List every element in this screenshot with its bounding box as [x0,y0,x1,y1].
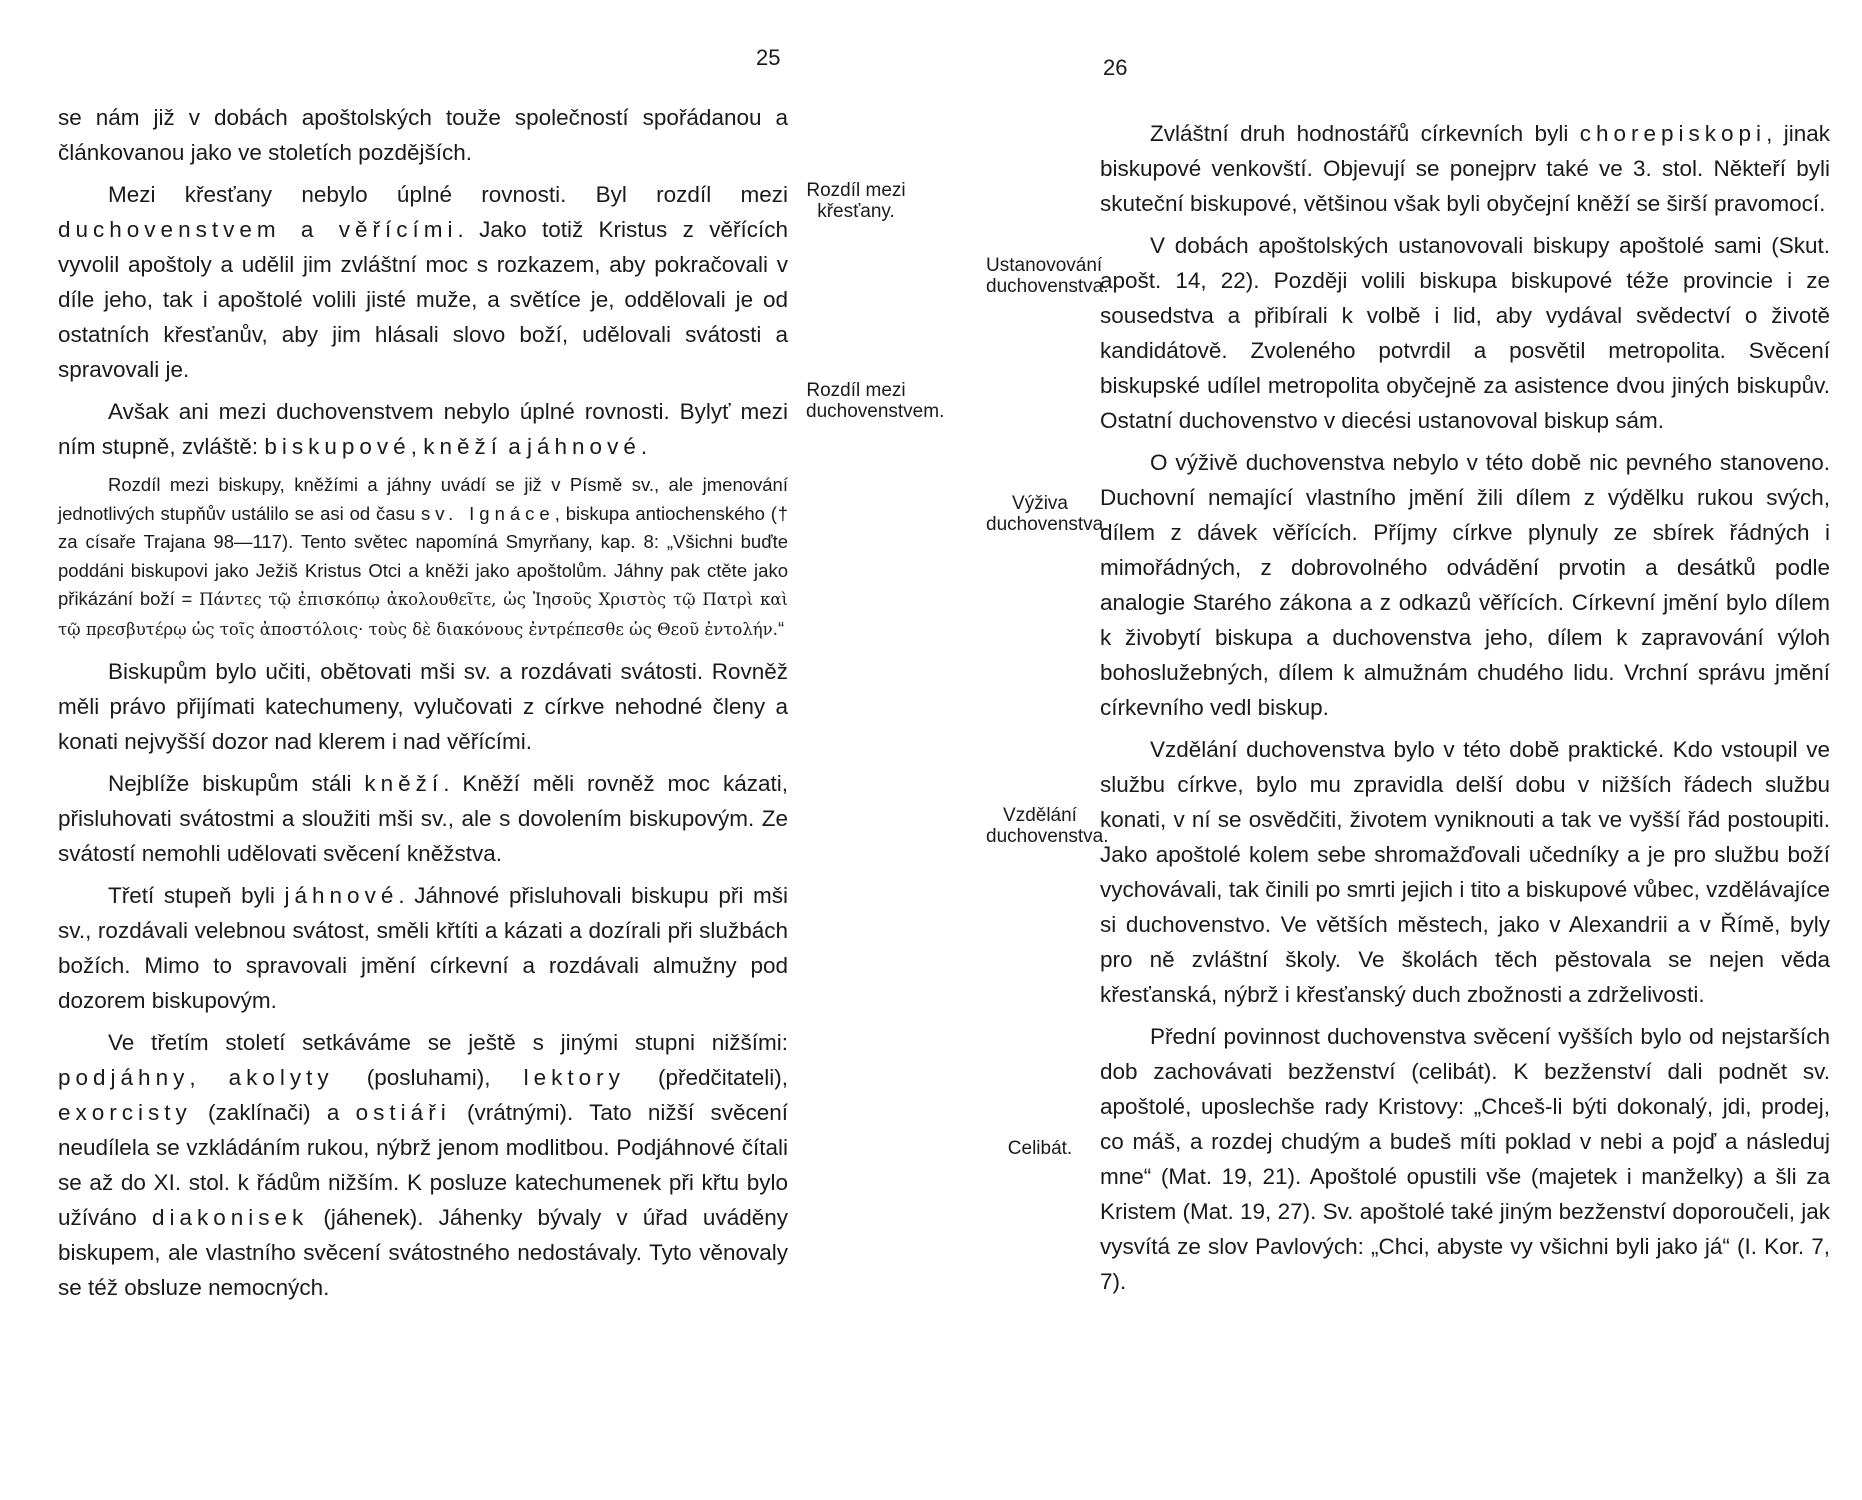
spaced-term: sv. Ignáce [421,502,555,524]
spaced-term: exorcisty [58,1100,192,1125]
text-run: . Kněží měli rovněž moc kázati, přisluhovati svátostmi a sloužiti mši sv., ale s dovolením biskupovým. Ze svátostí nemohli udělovati svěcení kněžstva. [58,771,788,866]
margin-note: Rozdíl mezi duchovenstvem. [806,380,945,422]
text-run: Zvláštní druh hodnostářů církevních byli [1150,121,1580,146]
spaced-term: akolyty [228,1065,334,1090]
text-run: Avšak ani mezi duchovenstvem nebylo úplné rovnosti. Bylyť mezi ním stupně, zvláště: [58,399,788,459]
spaced-term: biskupové [264,434,411,459]
margin-note: Rozdíl mezi křesťany. [806,180,906,222]
text-run: . Jáhnové přisluhovali biskupu při mši sv., rozdávali velebnou svátost, směli křtíti a kázati a dozírali při službách božích. Mimo to spravovali jmění církevní a rozdávali almužny pod dozorem biskupovým. [58,883,788,1013]
greek-quote: Πάντες τῷ ἐπισκόπῳ ἀκολουθεῖτε, ὡς Ἰησοῦς Χριστὸς τῷ Πατρὶ καὶ τῷ πρεσβυτέρῳ ὡς τοῖς ἀποστόλοις· τοὺς δὲ διακόνους ἐντρέπεσθε ὡς Θεοῦ ἐντολήν. [58,590,788,639]
left-page-text [58,100,788,1312]
spaced-term: podjáhny [58,1065,190,1090]
paragraph: Přední povinnost duchovenstva svěcení vyšších bylo od nejstarších dob zachovávati bezženství (celibát). K bezženství dali podnět sv. apoštolé, uposlechše rady Kristovy: „Chceš-li býti dokonalý, jdi, prodej, co máš, a rozdej chudým a budeš míti poklad v nebi a pojď a následuj mne“ (Mat. 19, 21). Apoštolé opustili vše (majetek i manželky) a šli za Kristem (Mat. 19, 27). Sv. apoštolé také jiným bezženství doporoučeli, jak vysvítá ze slov Pavlových: „Chci, abyste vy všichni byli jako já“ (I. Kor. 7, 7). [1100,1024,1830,1294]
margin-note: Vzdělání duchovenstva. [986,805,1109,847]
text-run: Ve třetím století setkáváme se ještě s jinými stupni nižšími: [108,1030,788,1055]
paragraph [58,766,788,871]
paragraph [1100,116,1830,221]
paragraph: Biskupům bylo učiti, obětovati mši sv. a rozdávati svátosti. Rovněž měli právo přijímati katechumeny, vylučovati z církve nehodné členy a konati nejvyšší dozor nad klerem i nad věřícími. [58,659,788,754]
text-run: Třetí stupeň byli [108,883,285,908]
text-run: , [410,434,424,459]
spaced-term: ostiáři [355,1100,451,1125]
text-run: , biskupa antiochenského († za císaře Trajana 98—117). Tento světec napomíná Smyrňany, kap. 8: „Všichni buďte poddáni biskupovi jako Ježiš Kristus Otci a kněži jako apoštolům. Jáhny pak ctěte jako přikázání boží = [58,502,788,609]
spaced-term: kněží [364,771,444,796]
text-run: . [640,434,648,459]
spaced-term: jáhnové [527,434,641,459]
text-run: (jáhenek). Jáhenky bývaly v úřad uváděny biskupem, ale vlastního svěcení svátostného nedostávaly. Tyto věnovaly se též obsluze nemocných. [58,1205,788,1300]
spaced-term: chorepiskopi [1579,121,1767,146]
footnote-paragraph [58,471,788,644]
paragraph: O výživě duchovenstva nebylo v této době nic pevného stanoveno. Duchovní nemající vlastního jmění žili dílem z výdělku rukou svých, dílem z dávek věřících. Příjmy církve plynuly ze sbírek řádných i mimořádných, z dobrovolného odvádění prvotin a desátků podle analogie Starého zákona a z odkazů věřících. Církevní jmění bylo dílem k živobytí biskupa a duchovenstva jeho, dílem k zapravování výloh bohoslužebných, dílem k almužnám chudého lidu. Vrchní správu jmění církevního vedl biskup. [1100,450,1830,720]
spaced-term: duchovenstvem a věřícími [58,217,458,242]
text-run: Rozdíl mezi biskupy, kněžími a jáhny uvádí se již v Písmě sv., ale jmenování jednotlivých stupňův ustálilo se asi od času [58,474,788,524]
right-page-text [1100,116,1830,1306]
spaced-term: diakonisek [151,1205,309,1230]
paragraph [58,878,788,1018]
paragraph [58,394,788,464]
text-run: “ [777,617,785,639]
text-run: (posluhami), [333,1065,524,1090]
text-run: Mezi křesťany nebylo úplné rovnosti. Byl rozdíl mezi [108,182,788,207]
paragraph [58,177,788,387]
text-run: , [189,1065,229,1090]
text-run: (předčitateli), [624,1065,788,1090]
margin-note: Ustanovování duchovenstva. [986,255,1109,297]
text-run: . Jako totiž Kristus z věřících vyvolil apoštoly a udělil jim zvláštní moc s rozkazem, aby pokračovali v díle jeho, tak i apoštolé volili jisté muže, a světíce je, oddělovali je od ostatních křesťanův, aby jim hlásali slovo boží, udělovali svátosti a spravovali je. [58,217,788,382]
text-run: , jinak biskupové venkovští. Objevují se ponejprv také ve 3. stol. Někteří byli skuteční biskupové, většinou však byli obyčejní kněží se širší pravomocí. [1100,121,1830,216]
paragraph: Vzdělání duchovenstva bylo v této době praktické. Kdo vstoupil ve službu církve, bylo mu zpravidla delší dobu v nižších řádech službu konati, v ní se osvědčiti, životem vyniknouti a tak ve vyšší řád postoupiti. Jako apoštolé kolem sebe shromažďovali učedníky a je pro službu boží vychovávali, tak činili po smrti jejich i tito a biskupové vůbec, vzdělávajíce si duchovenstvo. Ve větších městech, jako v Alexandrii a v Římě, byly pro ně zvláštní školy. Ve školách těch pěstovala se nejen věda křesťanská, nýbrž i křesťanský duch zbožnosti a zdrželivosti. [1100,737,1830,1007]
page-number-right: 26 [1103,55,1128,80]
text-run: a [501,434,528,459]
margin-note: Výživa duchovenstva. [986,493,1109,535]
spaced-term: kněží [423,434,502,459]
paragraph: V dobách apoštolských ustanovovali biskupy apoštolé sami (Skut. apošt. 14, 22). Později volili biskupa biskupové téže provincie i ze sousedstva a přibírali k volbě i lid, aby vydával svědectví o životě kandidátově. Zvoleného potvrdil a posvětil metropolita. Svěcení biskupské udílel metropolita obyčejně za asistence dvou jiných biskupův. Ostatní duchovenstvo v diecési ustanovoval biskup sám. [1100,233,1830,433]
spaced-term: lektory [523,1065,625,1090]
spaced-term: jáhnové [284,883,399,908]
text-run: (vrátnými). Tato nižší svěcení neudílela se vzkládáním rukou, nýbrž jenom modlitbou. Podjáhnové čítali se až do XI. stol. k řádům nižším. K posluze katechumenek při křtu bylo užíváno [58,1100,788,1230]
page-number-left: 25 [756,45,781,70]
paragraph: se nám již v dobách apoštolských touže společností spořádanou a článkovanou jako ve stoletích pozdějších. [58,105,788,165]
paragraph [58,1025,788,1305]
text-run: Nejblíže biskupům stáli [108,771,365,796]
text-run: (zaklínači) a [191,1100,356,1125]
margin-note: Celibát. [1007,1138,1073,1159]
